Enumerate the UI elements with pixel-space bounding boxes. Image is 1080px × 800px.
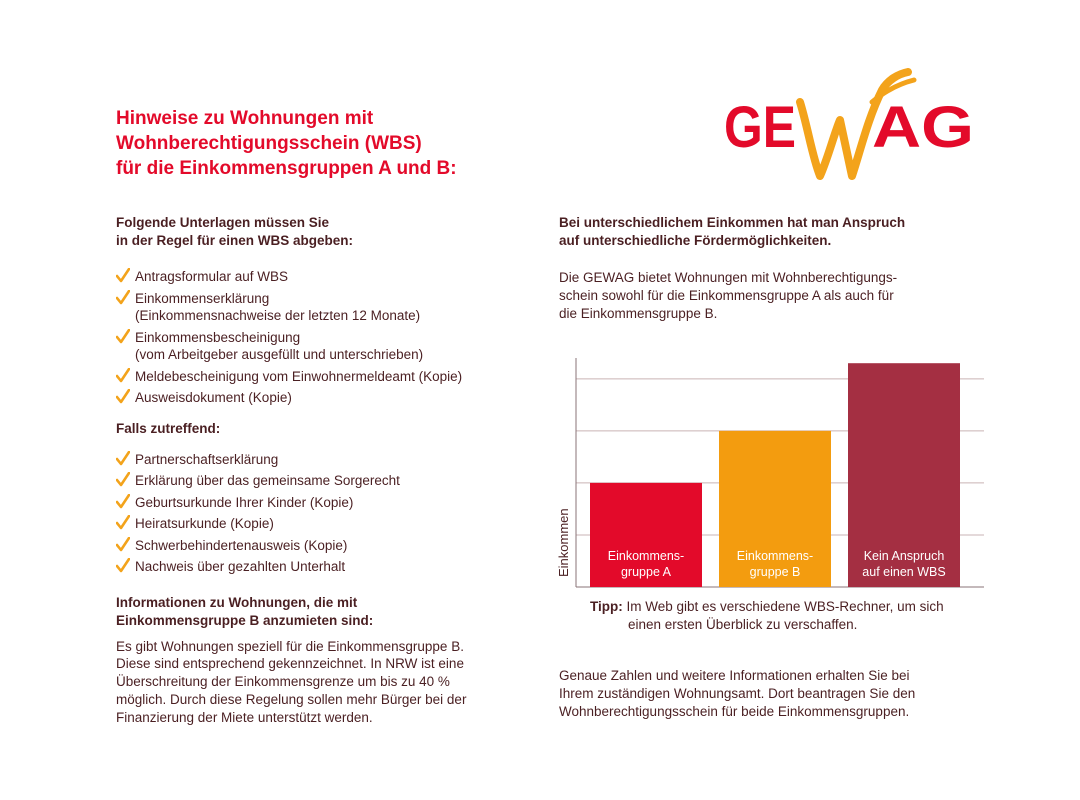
checkmark-icon <box>116 329 130 344</box>
paragraph-line: Es gibt Wohnungen speziell für die Einkommensgruppe B. <box>116 638 464 654</box>
bar-2 <box>719 431 831 587</box>
documents-heading <box>116 214 536 250</box>
item-text: Ausweisdokument (Kopie) <box>135 390 292 405</box>
list-item <box>116 515 536 533</box>
final-paragraph <box>559 667 999 721</box>
item-text: Geburtsurkunde Ihrer Kinder (Kopie) <box>135 494 354 510</box>
item-text: Antragsformular auf WBS <box>135 269 289 284</box>
income-heading <box>559 214 999 250</box>
tip-line: einen ersten Überblick zu verschaffen. <box>628 617 858 632</box>
income-bar-chart <box>556 356 986 596</box>
bar-label: Einkommens- <box>736 549 814 563</box>
list-item <box>116 494 536 512</box>
item-text: Schwerbehindertenausweis (Kopie) <box>135 537 348 553</box>
list-item <box>116 329 536 364</box>
checkmark-icon <box>116 451 130 466</box>
paragraph-line: Überschreitung der Einkommensgrenze um bis zu 40 % <box>116 674 450 690</box>
heading-line: Folgende Unterlagen müssen Sie <box>116 215 330 230</box>
paragraph-line: Finanzierung der Miete unterstützt werden. <box>116 709 373 725</box>
checkmark-icon <box>116 290 130 305</box>
item-text: Nachweis über gezahlten Unterhalt <box>135 559 346 574</box>
list-item <box>116 451 536 469</box>
checkmark-icon <box>116 515 130 530</box>
item-text: Meldebescheinigung vom Einwohnermeldeamt (Kopie) <box>135 368 463 384</box>
title-line: Wohnberechtigungsschein (WBS) <box>116 133 422 154</box>
checkmark-icon <box>116 389 130 404</box>
paragraph-line: Ihrem zuständigen Wohnungsamt. Dort beantragen Sie den <box>559 686 916 701</box>
item-text: Heiratsurkunde (Kopie) <box>135 516 274 531</box>
checkmark-icon <box>116 268 130 283</box>
heading-line: in der Regel für einen WBS abgeben: <box>116 233 354 248</box>
list-item <box>116 558 536 576</box>
group-b-paragraph <box>116 638 536 727</box>
paragraph-line: die Einkommensgruppe B. <box>559 305 718 321</box>
optional-documents-list <box>116 451 536 576</box>
bar-label: gruppe B <box>749 565 801 579</box>
list-item <box>116 389 536 407</box>
right-column <box>559 214 999 322</box>
checkmark-icon <box>116 368 130 383</box>
checkmark-icon <box>116 537 130 552</box>
item-text: Partnerschaftserklärung <box>135 451 279 467</box>
bar-label: gruppe A <box>620 565 672 579</box>
intro-paragraph <box>559 269 999 322</box>
heading-line: Einkommensgruppe B anzumieten sind: <box>116 612 374 628</box>
item-text: Einkommenserklärung <box>135 290 270 306</box>
list-item <box>116 290 536 325</box>
tip-label: Tipp: <box>590 599 623 614</box>
title-line: für die Einkommensgruppen A und B: <box>116 158 457 179</box>
heading-line: Bei unterschiedlichem Einkommen hat man Anspruch <box>559 215 906 230</box>
bar-label: Kein Anspruch <box>863 549 945 563</box>
paragraph-line: möglich. Durch diese Regelung sollen mehr Bürger bei der <box>116 691 467 707</box>
checkmark-icon <box>116 494 130 509</box>
item-text: Erklärung über das gemeinsame Sorgerecht <box>135 473 400 488</box>
item-text: Einkommensbescheinigung <box>135 329 301 345</box>
tip-text <box>590 598 990 634</box>
item-subtext: (Einkommensnachweise der letzten 12 Monate) <box>135 308 421 323</box>
y-axis-label: Einkommen <box>556 508 571 577</box>
paragraph-line: Wohnberechtigungsschein für beide Einkommensgruppen. <box>559 704 910 719</box>
tip-line: Im Web gibt es verschiedene WBS-Rechner, um sich <box>626 599 944 614</box>
checkmark-icon <box>116 472 130 487</box>
page-title <box>116 106 457 181</box>
list-item <box>116 472 536 490</box>
bar-label: Einkommens- <box>607 549 685 563</box>
paragraph-line: Diese sind entsprechend gekennzeichnet. In NRW ist eine <box>116 656 464 672</box>
list-item <box>116 537 536 555</box>
heading-line: auf unterschiedliche Fördermöglichkeiten. <box>559 233 832 248</box>
list-item <box>116 368 536 386</box>
paragraph-line: schein sowohl für die Einkommensgruppe A als auch für <box>559 287 894 303</box>
falls-heading: Falls zutreffend: <box>116 420 221 436</box>
paragraph-line: Die GEWAG bietet Wohnungen mit Wohnberechtigungs- <box>559 270 898 285</box>
left-column <box>116 214 536 726</box>
checkmark-icon <box>116 558 130 573</box>
group-b-heading <box>116 594 536 630</box>
svg-text:AG: AG <box>872 95 974 160</box>
svg-text:GE: GE <box>724 95 796 160</box>
item-subtext: (vom Arbeitgeber ausgefüllt und unterschrieben) <box>135 347 424 362</box>
gewag-logo <box>722 68 977 186</box>
bar-label: auf einen WBS <box>862 565 946 579</box>
paragraph-line: Genaue Zahlen und weitere Informationen erhalten Sie bei <box>559 668 910 683</box>
title-line: Hinweise zu Wohnungen mit <box>116 108 374 129</box>
heading-line: Informationen zu Wohnungen, die mit <box>116 594 358 610</box>
documents-list <box>116 268 536 407</box>
list-item <box>116 268 536 286</box>
